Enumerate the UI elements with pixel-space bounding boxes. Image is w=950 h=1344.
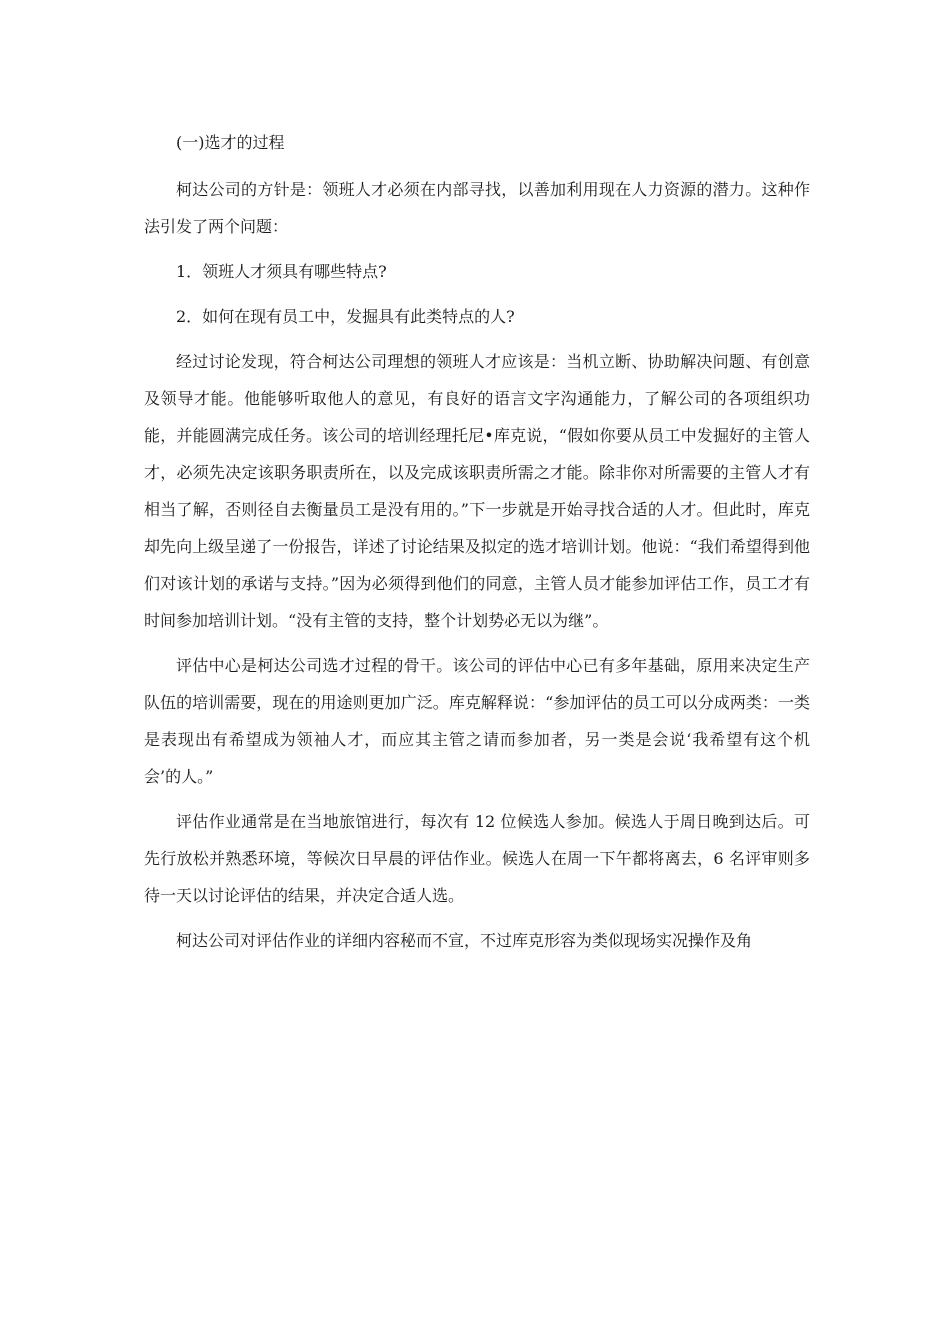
question-1: 1．领班人才须具有哪些特点? <box>176 262 387 281</box>
section-heading: (一)选才的过程 <box>176 133 285 152</box>
paragraph-policy: 柯达公司的方针是：领班人才必须在内部寻找，以善加利用现在人力资源的潜力。这种作法引发了两个问题： <box>144 180 810 236</box>
paragraph-assessment-center: 评估中心是柯达公司选才过程的骨干。该公司的评估中心已有多年基础，原用来决定生产队伍的培训需要，现在的用途则更加广泛。库克解释说：“参加评估的员工可以分成两类：一类是表现出有希望成为领袖人才，而应其主管之请而参加者，另一类是会说‘我希望有这个机会’的人。” <box>144 656 810 786</box>
document-body <box>144 124 810 967</box>
paragraph-discussion: 经过讨论发现，符合柯达公司理想的领班人才应该是：当机立断、协助解决问题、有创意及领导才能。他能够听取他人的意见，有良好的语言文字沟通能力，了解公司的各项组织功能，并能圆满完成任务。该公司的培训经理托尼•库克说，“假如你要从员工中发掘好的主管人才，必须先决定该职务职责所在，以及完成该职责所需之才能。除非你对所需要的主管人才有相当了解，否则径自去衡量员工是没有用的。”下一步就是开始寻找合适的人才。但此时，库克却先向上级呈递了一份报告，详述了讨论结果及拟定的选才培训计划。他说：“我们希望得到他们对该计划的承诺与支持。”因为必须得到他们的同意，主管人员才能参加评估工作，员工才有时间参加培训计划。“没有主管的支持，整个计划势必无以为继”。 <box>144 352 810 630</box>
question-2: 2．如何在现有员工中，发掘具有此类特点的人? <box>176 307 515 326</box>
paragraph-confidential: 柯达公司对评估作业的详细内容秘而不宣，不过库克形容为类似现场实况操作及角 <box>176 931 753 950</box>
paragraph-assessment-process: 评估作业通常是在当地旅馆进行，每次有 12 位候选人参加。候选人于周日晚到达后。可先行放松并熟悉环境，等候次日早晨的评估作业。候选人在周一下午都将离去，6 名评审则多待一天以讨论评估的结果，并决定合适人选。 <box>144 812 810 905</box>
